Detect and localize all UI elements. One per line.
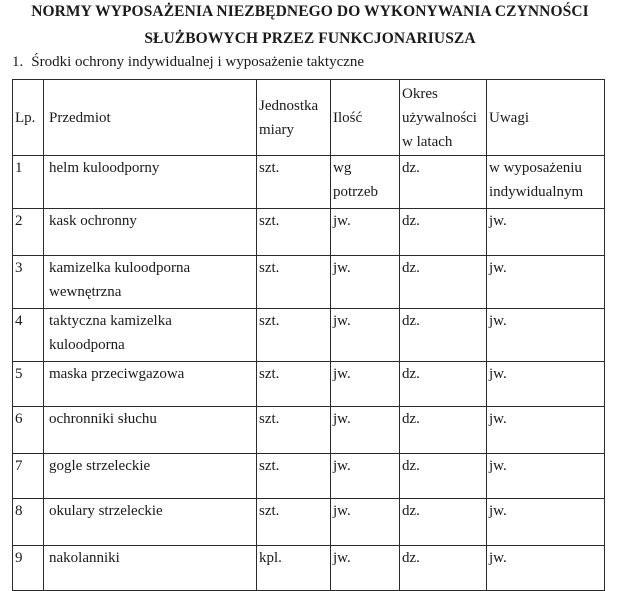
cell-qty-text: jw. [333, 550, 351, 566]
cell-qty [331, 499, 400, 546]
cell-unit [257, 407, 331, 454]
document-title-line-1: NORMY WYPOSAŻENIA NIEZBĘDNEGO DO WYKONYWANIA CZYNNOŚCI [31, 3, 589, 20]
cell-lp [13, 546, 44, 591]
cell-item-text: okulary strzeleckie [49, 503, 163, 519]
cell-period-text: dz. [402, 411, 420, 427]
cell-qty-text: jw. [333, 213, 351, 229]
cell-notes [487, 309, 605, 362]
cell-item [44, 407, 257, 454]
cell-lp [13, 256, 44, 309]
cell-notes-text: jw. [489, 213, 507, 229]
cell-period [400, 309, 487, 362]
cell-qty-text: jw. [333, 313, 351, 329]
table-header-row [13, 80, 605, 156]
cell-notes [487, 546, 605, 591]
cell-notes-text: w wyposażeniu [489, 160, 582, 176]
cell-lp [13, 309, 44, 362]
cell-notes-text: jw. [489, 313, 507, 329]
cell-period-text: dz. [402, 160, 420, 176]
cell-notes-text: jw. [489, 550, 507, 566]
cell-unit-text: szt. [259, 313, 280, 329]
cell-period [400, 407, 487, 454]
cell-period-text: dz. [402, 366, 420, 382]
cell-lp-text: 9 [15, 550, 23, 566]
cell-qty [331, 362, 400, 407]
cell-item-text: ochronniki słuchu [49, 411, 157, 427]
cell-qty [331, 256, 400, 309]
cell-period [400, 256, 487, 309]
cell-lp-text: 1 [15, 160, 23, 176]
cell-unit-text: szt. [259, 260, 280, 276]
cell-unit [257, 546, 331, 591]
cell-lp-text: 3 [15, 260, 23, 276]
cell-period-text: dz. [402, 550, 420, 566]
cell-lp-text: 7 [15, 458, 23, 474]
cell-item-text: wewnętrzna [49, 284, 122, 300]
cell-lp [13, 209, 44, 256]
cell-unit [257, 156, 331, 209]
cell-unit-text: szt. [259, 458, 280, 474]
cell-qty [331, 156, 400, 209]
cell-item-text: kamizelka kuloodporna [49, 260, 191, 276]
cell-notes [487, 256, 605, 309]
cell-lp-text: 5 [15, 366, 23, 382]
header-period-line: używalności [402, 109, 477, 126]
cell-qty-text: jw. [333, 458, 351, 474]
cell-item [44, 499, 257, 546]
cell-notes-text: jw. [489, 458, 507, 474]
cell-qty [331, 209, 400, 256]
cell-period-text: dz. [402, 213, 420, 229]
cell-lp [13, 362, 44, 407]
cell-lp-text: 6 [15, 411, 23, 427]
cell-lp-text: 2 [15, 213, 23, 229]
cell-notes [487, 407, 605, 454]
header-period-line: Okres [402, 85, 438, 102]
equipment-table [12, 79, 605, 591]
cell-item-text: gogle strzeleckie [49, 458, 151, 474]
header-unit [257, 80, 331, 156]
cell-unit [257, 499, 331, 546]
cell-notes-text: jw. [489, 503, 507, 519]
cell-unit [257, 209, 331, 256]
cell-lp-text: 8 [15, 503, 23, 519]
cell-notes-text: jw. [489, 366, 507, 382]
cell-unit-text: szt. [259, 366, 280, 382]
cell-unit [257, 362, 331, 407]
cell-unit-text: szt. [259, 411, 280, 427]
cell-unit [257, 454, 331, 499]
cell-notes-text: jw. [489, 260, 507, 276]
cell-qty-text: wg [333, 160, 352, 176]
cell-lp [13, 156, 44, 209]
cell-qty-text: jw. [333, 366, 351, 382]
header-unit-line: Jednostka [259, 97, 319, 114]
cell-item [44, 256, 257, 309]
cell-notes [487, 454, 605, 499]
cell-period [400, 454, 487, 499]
cell-notes-text: jw. [489, 411, 507, 427]
cell-notes-text: indywidualnym [489, 184, 584, 200]
header-qty: Ilość [331, 80, 400, 156]
cell-item [44, 546, 257, 591]
table-row [13, 407, 605, 454]
cell-lp [13, 499, 44, 546]
cell-qty [331, 454, 400, 499]
cell-period [400, 546, 487, 591]
cell-notes [487, 209, 605, 256]
cell-qty-text: jw. [333, 260, 351, 276]
cell-lp [13, 407, 44, 454]
document-title-line-2: SŁUŻBOWYCH PRZEZ FUNKCJONARIUSZA [144, 30, 476, 47]
cell-qty-text: potrzeb [333, 184, 378, 200]
table-row [13, 209, 605, 256]
header-item: Przedmiot [44, 80, 257, 156]
cell-unit [257, 309, 331, 362]
table-row [13, 362, 605, 407]
table-row [13, 454, 605, 499]
table-row [13, 256, 605, 309]
section-heading [12, 54, 364, 71]
cell-item [44, 454, 257, 499]
cell-item-text: kask ochronny [49, 213, 137, 229]
cell-qty-text: jw. [333, 411, 351, 427]
cell-period [400, 499, 487, 546]
cell-period [400, 209, 487, 256]
cell-lp-text: 4 [15, 313, 23, 329]
table-row [13, 309, 605, 362]
cell-period-text: dz. [402, 458, 420, 474]
cell-item-text: helm kuloodporny [49, 160, 160, 176]
header-notes: Uwagi [487, 80, 605, 156]
cell-period [400, 362, 487, 407]
cell-unit-text: kpl. [259, 550, 282, 566]
cell-lp [13, 454, 44, 499]
cell-item [44, 362, 257, 407]
cell-item-text: taktyczna kamizelka [49, 313, 172, 329]
cell-qty [331, 407, 400, 454]
header-lp: Lp. [13, 80, 44, 156]
header-period-line: w latach [402, 133, 453, 150]
header-unit-line: miary [259, 121, 294, 138]
cell-unit-text: szt. [259, 160, 280, 176]
cell-item-text: maska przeciwgazowa [49, 366, 185, 382]
cell-unit [257, 256, 331, 309]
header-period [400, 80, 487, 156]
cell-notes [487, 156, 605, 209]
table-row [13, 499, 605, 546]
cell-period-text: dz. [402, 313, 420, 329]
cell-notes [487, 499, 605, 546]
cell-item [44, 209, 257, 256]
cell-qty [331, 309, 400, 362]
cell-item [44, 156, 257, 209]
cell-item-text: kuloodporna [49, 337, 125, 353]
table-row [13, 546, 605, 591]
cell-unit-text: szt. [259, 213, 280, 229]
cell-notes [487, 362, 605, 407]
cell-period [400, 156, 487, 209]
cell-qty [331, 546, 400, 591]
section-title: Środki ochrony indywidualnej i wyposażenie taktyczne [31, 54, 365, 70]
cell-qty-text: jw. [333, 503, 351, 519]
cell-item-text: nakolanniki [49, 550, 120, 566]
cell-item [44, 309, 257, 362]
cell-period-text: dz. [402, 503, 420, 519]
cell-unit-text: szt. [259, 503, 280, 519]
section-number: 1. [12, 54, 24, 70]
table-row [13, 156, 605, 209]
cell-period-text: dz. [402, 260, 420, 276]
